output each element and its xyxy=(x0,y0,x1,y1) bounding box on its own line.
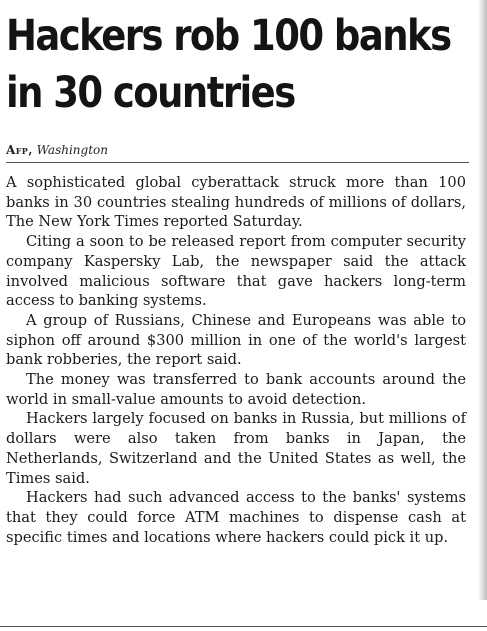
article-bottom-rule xyxy=(0,626,487,627)
article-paragraph: Hackers had such advanced access to the banks' systems that they could force ATM machines to dispense cash at specific times and locations where hackers could pick it up. xyxy=(6,489,466,546)
article-body xyxy=(6,173,466,547)
article-paragraph: A group of Russians, Chinese and Europeans was able to siphon off around $300 million in one of the world's largest bank robberies, the report said. xyxy=(6,311,466,369)
article-paragraph: The money was transferred to bank accounts around the world in small-value amounts to avoid detection. xyxy=(6,371,466,408)
article-paragraph: A sophisticated global cyberattack struck more than 100 banks in 30 countries stealing hundreds of millions of dollars, The New York Times reported Saturday. xyxy=(6,174,466,231)
article-byline xyxy=(6,142,108,158)
article-headline: Hackers rob 100 banks in 30 countries xyxy=(6,11,451,118)
article-paragraph: Citing a soon to be released report from computer security company Kaspersky Lab, the newspaper said the attack involved malicious software that gave hackers long-term access to banking systems. xyxy=(6,233,466,310)
byline-agency: Afp, xyxy=(6,143,33,157)
article-paragraph: Hackers largely focused on banks in Russia, but millions of dollars were also taken from banks in Japan, the Netherlands, Switzerland and the United States as well, the Times said. xyxy=(6,410,466,487)
byline-city: Washington xyxy=(36,143,108,157)
byline-divider xyxy=(6,162,469,163)
page-edge-shadow xyxy=(478,0,487,600)
